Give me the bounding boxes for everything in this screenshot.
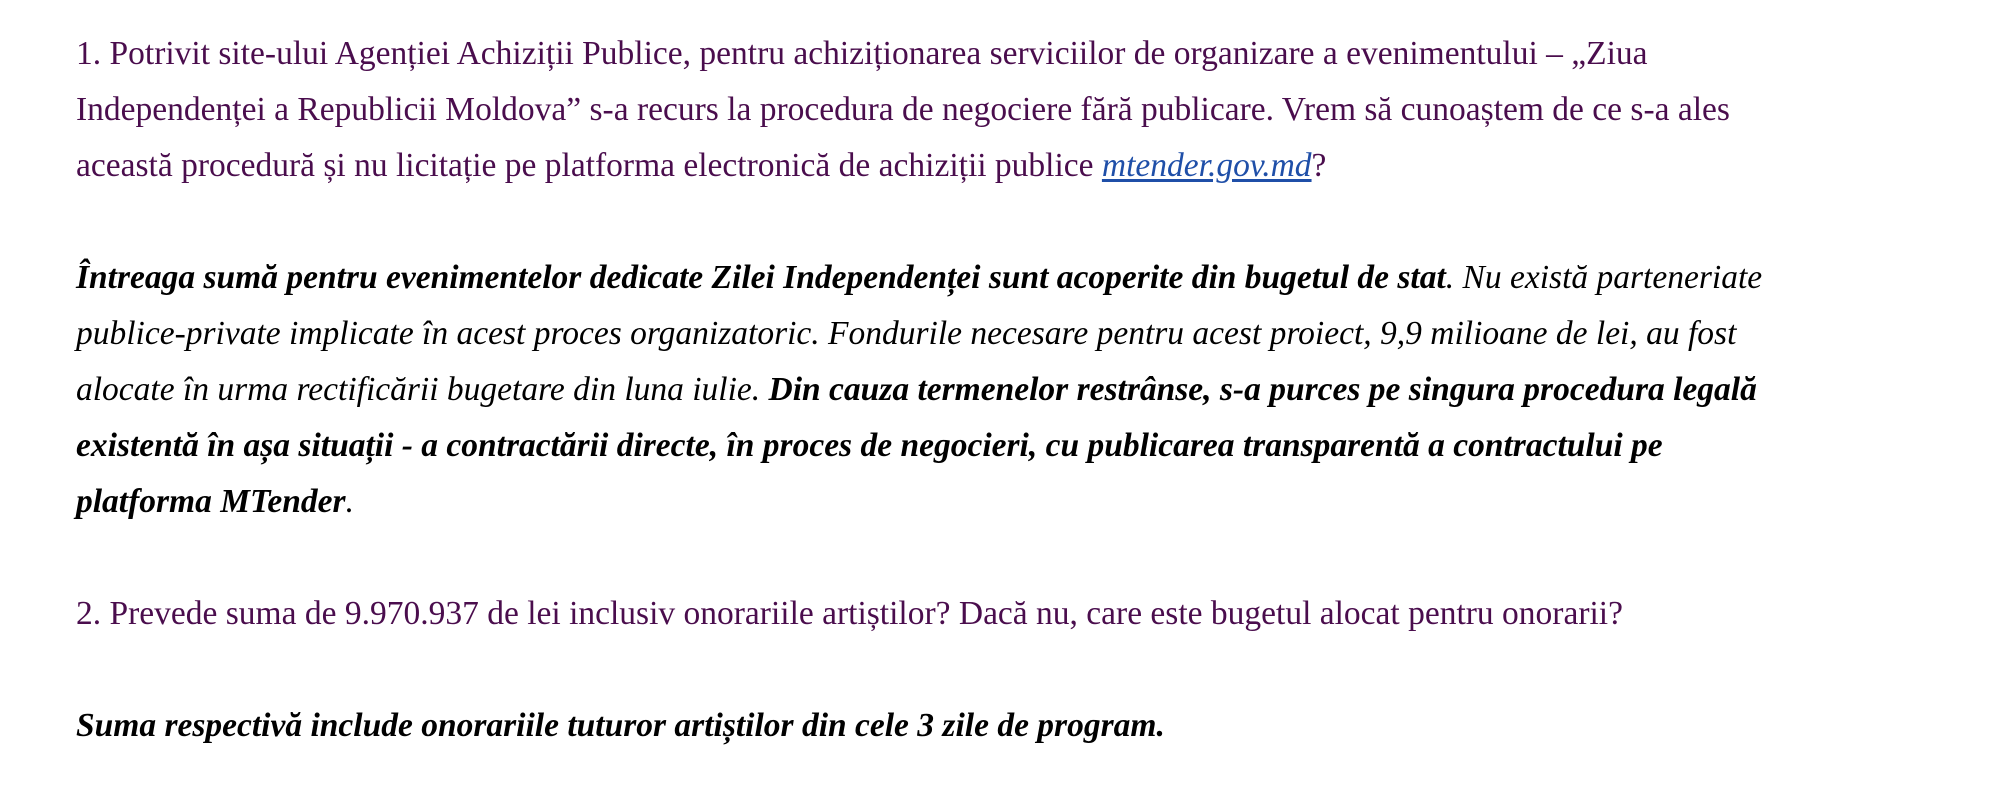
question-1-line-3-text: această procedură și nu licitație pe platforma electronică de achiziții publice (76, 147, 1102, 184)
question-1-line-2: Independenței a Republicii Moldova” s-a recurs la procedura de negociere fără publicare. Vrem să cunoaștem de ce s-a ales (76, 91, 1730, 128)
answer-1-line-4 (76, 418, 1976, 474)
question-2 (76, 586, 1976, 642)
answer-1 (76, 250, 1976, 530)
answer-2 (76, 698, 1976, 754)
answer-1-line-2: publice-private implicate în acest proces organizatoric. Fondurile necesare pentru acest proiect, 9,9 milioane de lei, au fost (76, 315, 1737, 352)
question-1 (76, 26, 1976, 194)
answer-1-bold-2: Din cauza termenelor restrânse, s-a purces pe singura procedura legală (768, 371, 1757, 408)
question-2-line-1: 2. Prevede suma de 9.970.937 de lei inclusiv onorariile artiștilor? Dacă nu, care este bugetul alocat pentru onorarii? (76, 595, 1623, 632)
answer-1-bold-3: existentă în așa situații - a contractării directe, în proces de negocieri, cu publicarea transparentă a contractului pe (76, 427, 1663, 464)
answer-1-line-5 (76, 474, 1976, 530)
answer-1-line-3-plain: alocate în urma rectificării bugetare din luna iulie. (76, 371, 769, 408)
answer-1-line-1-rest: . Nu există parteneriate (1445, 259, 1763, 296)
answer-2-line-1 (76, 698, 1976, 754)
answer-1-end-mark: . (345, 483, 354, 520)
answer-1-bold-4: platforma MTender (76, 483, 346, 520)
question-1-end-mark: ? (1311, 147, 1327, 184)
mtender-link[interactable]: mtender.gov.md (1101, 147, 1312, 184)
question-1-line-3 (76, 138, 1976, 194)
answer-1-bold-1: Întreaga sumă pentru evenimentelor dedicate Zilei Independenței sunt acoperite din bugetul de stat (76, 259, 1446, 296)
document-body (76, 26, 1976, 754)
question-1-line-1: 1. Potrivit site-ului Agenției Achiziții Publice, pentru achiziționarea serviciilor de organizare a evenimentului – „Ziua (76, 35, 1648, 72)
answer-1-line-3 (76, 362, 1976, 418)
answer-1-line-1 (76, 250, 1976, 306)
answer-2-bold: Suma respectivă include onorariile tuturor artiștilor din cele 3 zile de program. (76, 707, 1165, 744)
